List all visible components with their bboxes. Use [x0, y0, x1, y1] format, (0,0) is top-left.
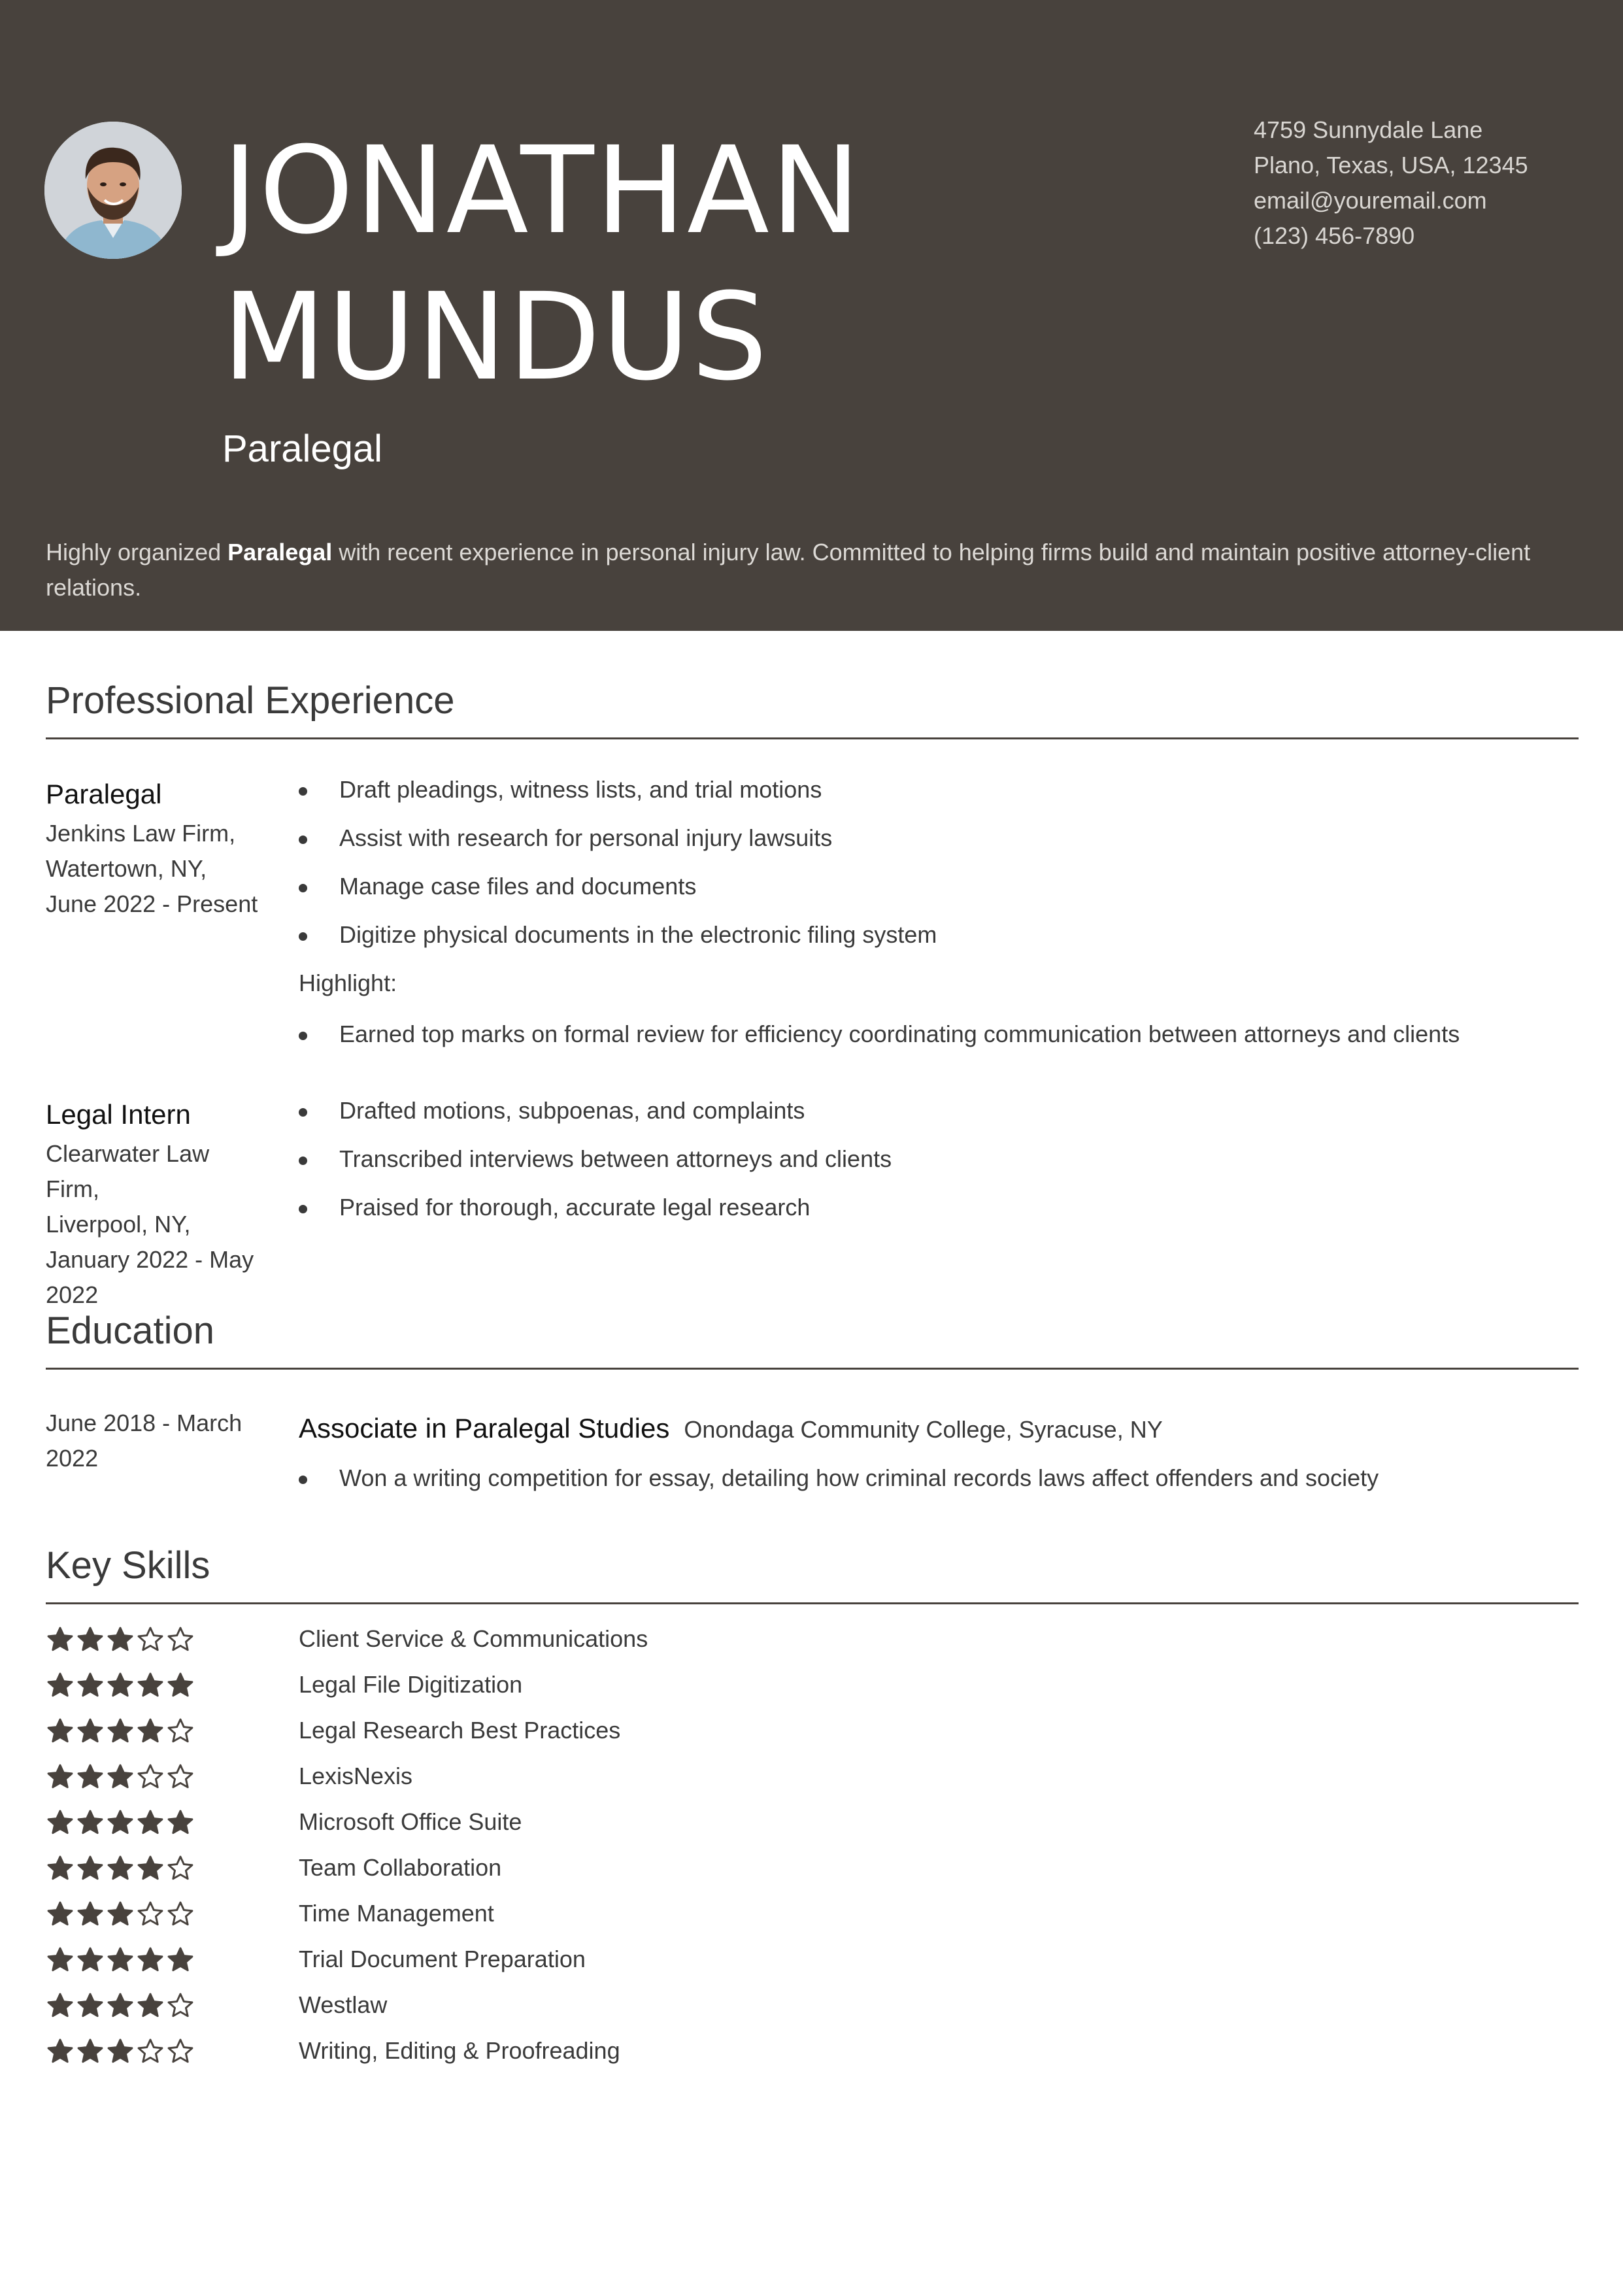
job-1-role: Paralegal: [46, 779, 162, 809]
section-skills: [46, 1540, 1579, 1604]
job-2-details: [46, 1097, 261, 1313]
skill-row: [46, 1896, 1579, 1942]
contact-phone: (123) 456-7890: [1254, 222, 1415, 249]
star-filled-icon: [46, 1991, 75, 2020]
job-1-details: [46, 777, 261, 922]
profile-photo: [44, 122, 182, 259]
job-2-duties: [299, 1093, 1580, 1238]
star-filled-icon: [136, 1854, 165, 1883]
star-outline-icon: [166, 1991, 195, 2020]
skill-row: [46, 1987, 1579, 2033]
skill-rating: [46, 1671, 195, 1704]
education-details: [299, 1411, 1580, 1509]
star-filled-icon: [46, 1808, 75, 1837]
skill-row: [46, 1804, 1579, 1850]
star-filled-icon: [76, 1717, 105, 1746]
star-filled-icon: [76, 1808, 105, 1837]
job-1-dates: June 2022 - Present: [46, 890, 258, 917]
summary-text-end: with recent experience in personal injury law. Committed to helping firms build and maintain positive attorney-client relations.: [46, 539, 1531, 601]
section-title-skills: Key Skills: [46, 1544, 210, 1587]
star-filled-icon: [76, 2037, 105, 2066]
skill-row: [46, 1759, 1579, 1804]
star-filled-icon: [76, 1946, 105, 1974]
job-1-duties: [299, 772, 1580, 1065]
list-item: Praised for thorough, accurate legal research: [299, 1190, 1580, 1225]
section-title-education: Education: [46, 1309, 214, 1352]
summary-text-start: Highly organized: [46, 539, 228, 566]
skill-name: Client Service & Communications: [299, 1625, 648, 1652]
star-filled-icon: [136, 1671, 165, 1700]
skill-row: [46, 1713, 1579, 1759]
star-outline-icon: [136, 2037, 165, 2066]
star-filled-icon: [76, 1625, 105, 1654]
education-1-dates: June 2018 - March 2022: [46, 1410, 243, 1472]
star-filled-icon: [166, 1808, 195, 1837]
star-outline-icon: [136, 1763, 165, 1791]
star-filled-icon: [76, 1671, 105, 1700]
skill-name: LexisNexis: [299, 1763, 413, 1789]
job-2-bullet-list: [299, 1093, 1580, 1225]
list-item: Earned top marks on formal review for efficiency coordinating communication between attorneys and clients: [299, 1017, 1580, 1052]
section-experience: [46, 675, 1579, 739]
education-1-school: Onondaga Community College, Syracuse, NY: [684, 1416, 1163, 1443]
list-item: Won a writing competition for essay, detailing how criminal records laws affect offenders and society: [299, 1460, 1580, 1496]
star-filled-icon: [106, 1763, 135, 1791]
star-filled-icon: [46, 1671, 75, 1700]
avatar: [44, 122, 182, 259]
skill-name: Trial Document Preparation: [299, 1946, 586, 1972]
star-filled-icon: [106, 1854, 135, 1883]
skill-rating: [46, 1808, 195, 1841]
contact-address: 4759 Sunnydale Lane: [1254, 116, 1483, 143]
star-filled-icon: [106, 1625, 135, 1654]
summary-emphasis: Paralegal: [227, 539, 333, 566]
job-2-company: Clearwater Law Firm,: [46, 1140, 210, 1202]
skill-name: Team Collaboration: [299, 1854, 502, 1881]
star-filled-icon: [46, 1854, 75, 1883]
skill-rating: [46, 1991, 195, 2024]
skill-name: Writing, Editing & Proofreading: [299, 2037, 620, 2064]
list-item: Drafted motions, subpoenas, and complaints: [299, 1093, 1580, 1128]
star-filled-icon: [76, 1991, 105, 2020]
star-filled-icon: [46, 1900, 75, 1929]
job-1-company: Jenkins Law Firm,: [46, 820, 236, 847]
star-outline-icon: [136, 1625, 165, 1654]
education-1-heading: [299, 1411, 1580, 1447]
candidate-name: [222, 118, 862, 411]
star-filled-icon: [46, 1763, 75, 1791]
skill-rating: [46, 1900, 195, 1933]
skill-row: [46, 1621, 1579, 1667]
job-1-location: Watertown, NY,: [46, 855, 207, 882]
star-filled-icon: [136, 1946, 165, 1974]
star-outline-icon: [166, 1763, 195, 1791]
contact-city: Plano, Texas, USA, 12345: [1254, 152, 1528, 178]
star-filled-icon: [166, 1946, 195, 1974]
star-filled-icon: [136, 1717, 165, 1746]
list-item: Transcribed interviews between attorneys and clients: [299, 1141, 1580, 1177]
header-banner: [0, 0, 1623, 631]
star-filled-icon: [136, 1808, 165, 1837]
skill-rating: [46, 1946, 195, 1978]
education-dates: [46, 1406, 261, 1476]
name-line-2: MUNDUS: [222, 267, 769, 407]
skill-rating: [46, 1717, 195, 1749]
star-filled-icon: [136, 1991, 165, 2020]
list-item: Assist with research for personal injury lawsuits: [299, 820, 1580, 856]
star-outline-icon: [166, 1854, 195, 1883]
star-filled-icon: [46, 1717, 75, 1746]
star-outline-icon: [166, 1717, 195, 1746]
contact-email[interactable]: email@youremail.com: [1254, 187, 1487, 214]
job-2-role: Legal Intern: [46, 1099, 191, 1130]
star-filled-icon: [106, 1900, 135, 1929]
skill-row: [46, 1850, 1579, 1896]
job-title: Paralegal: [222, 428, 383, 470]
skill-name: Microsoft Office Suite: [299, 1808, 522, 1835]
name-line-1: JONATHAN: [222, 121, 862, 261]
star-filled-icon: [76, 1900, 105, 1929]
skill-rating: [46, 1854, 195, 1887]
skill-name: Legal Research Best Practices: [299, 1717, 621, 1744]
section-title-experience: Professional Experience: [46, 679, 455, 722]
skill-rating: [46, 2037, 195, 2070]
job-2-location: Liverpool, NY,: [46, 1211, 191, 1238]
skill-row: [46, 1942, 1579, 1987]
star-filled-icon: [106, 1946, 135, 1974]
job-2-dates: January 2022 - May 2022: [46, 1246, 254, 1308]
skill-row: [46, 1667, 1579, 1713]
star-filled-icon: [46, 2037, 75, 2066]
star-filled-icon: [76, 1763, 105, 1791]
highlight-label: Highlight:: [299, 970, 397, 996]
star-filled-icon: [76, 1854, 105, 1883]
skill-rating: [46, 1763, 195, 1795]
education-1-degree: Associate in Paralegal Studies: [299, 1413, 670, 1443]
star-filled-icon: [166, 1671, 195, 1700]
list-item: Digitize physical documents in the electronic filing system: [299, 917, 1580, 953]
skill-name: Westlaw: [299, 1991, 388, 2018]
skill-row: [46, 2033, 1579, 2079]
star-filled-icon: [106, 1671, 135, 1700]
professional-summary: [46, 535, 1569, 605]
education-1-bullet-list: [299, 1460, 1580, 1496]
list-item: Manage case files and documents: [299, 869, 1580, 904]
star-outline-icon: [136, 1900, 165, 1929]
job-1-bullet-list: [299, 772, 1580, 953]
star-outline-icon: [166, 1625, 195, 1654]
star-filled-icon: [106, 1808, 135, 1837]
star-outline-icon: [166, 1900, 195, 1929]
star-filled-icon: [106, 2037, 135, 2066]
section-education: [46, 1305, 1579, 1370]
star-filled-icon: [106, 1991, 135, 2020]
star-outline-icon: [166, 2037, 195, 2066]
contact-block: [1254, 112, 1528, 254]
skill-rating: [46, 1625, 195, 1658]
job-1-highlight-list: [299, 1017, 1580, 1052]
skill-name: Legal File Digitization: [299, 1671, 523, 1698]
skill-name: Time Management: [299, 1900, 494, 1927]
star-filled-icon: [46, 1946, 75, 1974]
star-filled-icon: [46, 1625, 75, 1654]
list-item: Draft pleadings, witness lists, and trial motions: [299, 772, 1580, 807]
star-filled-icon: [106, 1717, 135, 1746]
